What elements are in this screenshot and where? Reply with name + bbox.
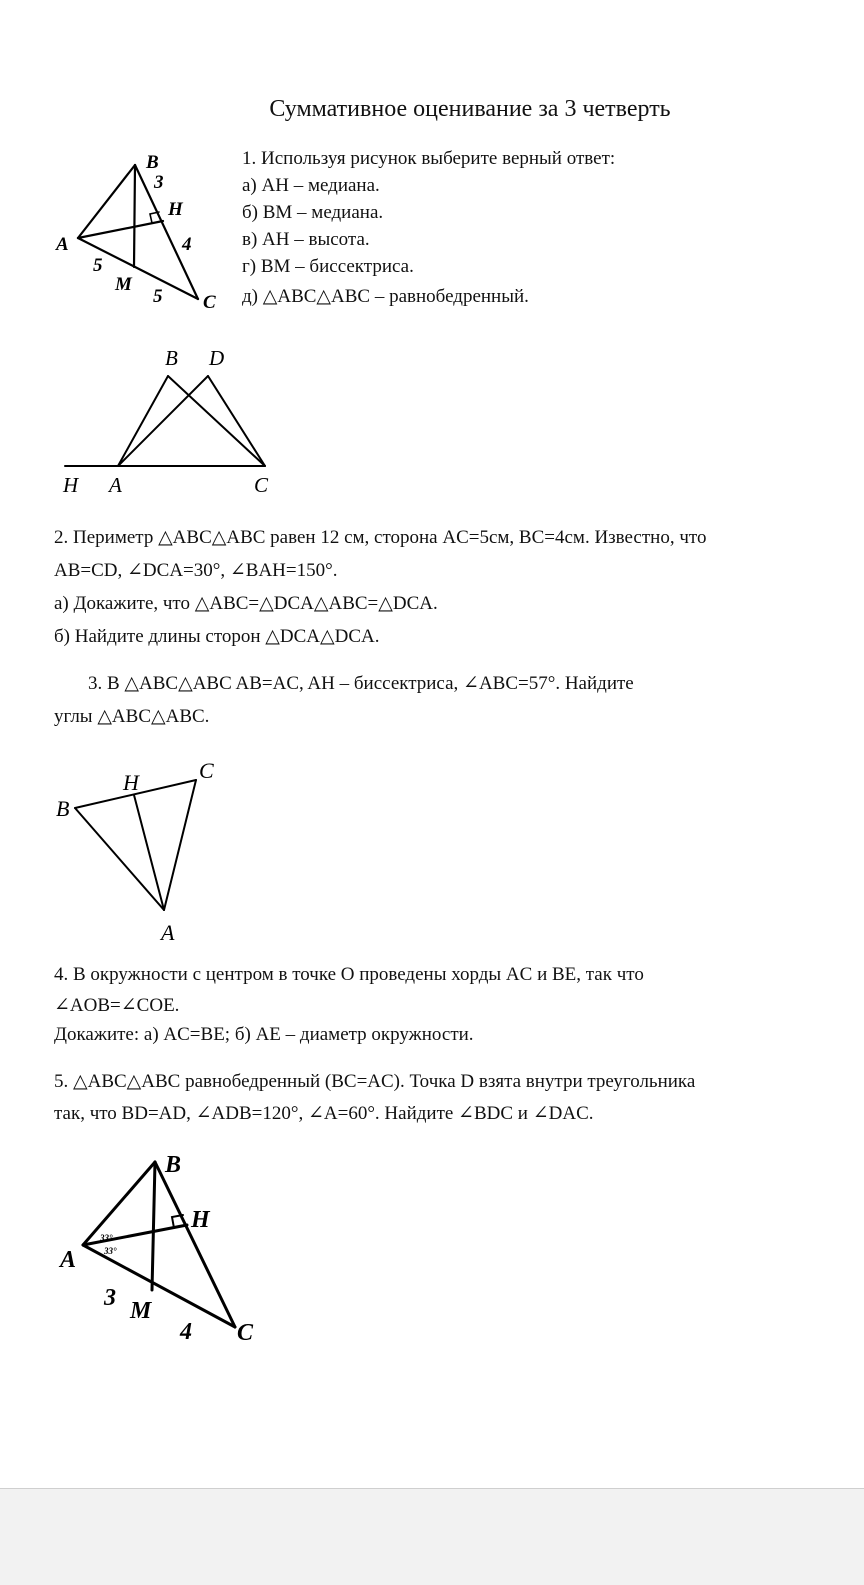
- q1-figure: [52, 145, 232, 315]
- q1-side-bc: [135, 165, 198, 299]
- q2-label-h: H: [63, 473, 79, 497]
- q3-side-ca: [164, 780, 196, 910]
- q5-line-1: 5. △ABC△ABC равнобедренный (BC=AC). Точка D взята внутри треугольника: [54, 1071, 696, 1092]
- q2-figure: [55, 340, 285, 500]
- q2-line-2: AB=CD, ∠DCA=30°, ∠BAH=150°.: [54, 560, 338, 581]
- q2-segment-ad: [118, 376, 208, 466]
- q5-side-bc: [155, 1162, 235, 1327]
- q1-option-d: д) △ABC△ABC – равнобедренный.: [242, 286, 529, 307]
- q2-label-c: C: [254, 473, 269, 497]
- q5-angle-label-1: 33°: [100, 1233, 113, 1243]
- q1-side-ab: [78, 165, 135, 238]
- q5-label-c: C: [237, 1320, 254, 1346]
- q3-label-b: B: [56, 796, 70, 821]
- q5-segment-bm: [152, 1162, 155, 1290]
- q5-label-mc: 4: [180, 1319, 192, 1345]
- q1-option-g: г) BM – биссектриса.: [242, 256, 414, 277]
- q1-label-c: C: [203, 292, 216, 313]
- q5-label-h: H: [191, 1207, 210, 1233]
- q5-angle-label-2: 33°: [104, 1246, 117, 1256]
- q1-option-a: а) AH – медиана.: [242, 175, 380, 196]
- q2-label-d: D: [209, 346, 225, 370]
- q2-line-1: 2. Периметр △ABC△ABC равен 12 см, сторона AC=5см, BC=4см. Известно, что: [54, 527, 707, 548]
- q1-segment-bm: [134, 165, 135, 267]
- q4-line-2: ∠AOB=∠COE.: [54, 995, 180, 1016]
- q1-segment-ah: [78, 221, 163, 238]
- q2-part-b: б) Найдите длины сторон △DCA△DCA.: [54, 626, 380, 647]
- q3-line-2: углы △ABC△ABC.: [54, 706, 210, 727]
- q1-label-h: H: [168, 199, 183, 220]
- q3-label-h: H: [123, 770, 139, 795]
- q3-line-1: 3. В △ABC△ABC AB=AC, AH – биссектриса, ∠ABC=57°. Найдите: [88, 673, 634, 694]
- q3-figure: [50, 745, 230, 945]
- page-title: Суммативное оценивание за 3 четверть: [269, 96, 671, 122]
- q5-label-am: 3: [104, 1285, 116, 1311]
- q2-part-a: а) Докажите, что △ABC=△DCA△ABC=△DCA.: [54, 593, 438, 614]
- q1-label-m: M: [115, 274, 132, 295]
- q3-label-c: C: [199, 758, 214, 783]
- q1-label-bh: 3: [154, 172, 164, 193]
- q5-label-b: B: [165, 1152, 182, 1178]
- q2-segment-ab: [118, 376, 168, 466]
- q4-line-3: Докажите: а) AC=BE; б) AE – диаметр окружности.: [54, 1024, 474, 1045]
- q2-label-a: A: [109, 473, 122, 497]
- q1-label-b: B: [146, 152, 159, 173]
- q1-label-mc: 5: [153, 286, 163, 307]
- q3-label-a: A: [161, 920, 175, 945]
- q1-question: 1. Используя рисунок выберите верный ответ:: [242, 148, 616, 169]
- q1-option-b: б) BM – медиана.: [242, 202, 384, 223]
- q5-label-m: M: [130, 1298, 152, 1324]
- q4-line-1: 4. В окружности с центром в точке O проведены хорды AC и BE, так что: [54, 964, 644, 985]
- q5-figure: [55, 1150, 275, 1350]
- q1-label-am: 5: [93, 255, 103, 276]
- q1-label-hc: 4: [182, 234, 192, 255]
- q5-line-2: так, что BD=AD, ∠ADB=120°, ∠A=60°. Найдите ∠BDC и ∠DAC.: [54, 1103, 594, 1124]
- q2-label-b: B: [165, 346, 178, 370]
- q1-label-a: A: [56, 234, 69, 255]
- q5-label-a: A: [60, 1247, 77, 1273]
- q1-option-v: в) AH – высота.: [242, 229, 370, 250]
- viewer-footer: [0, 1488, 864, 1585]
